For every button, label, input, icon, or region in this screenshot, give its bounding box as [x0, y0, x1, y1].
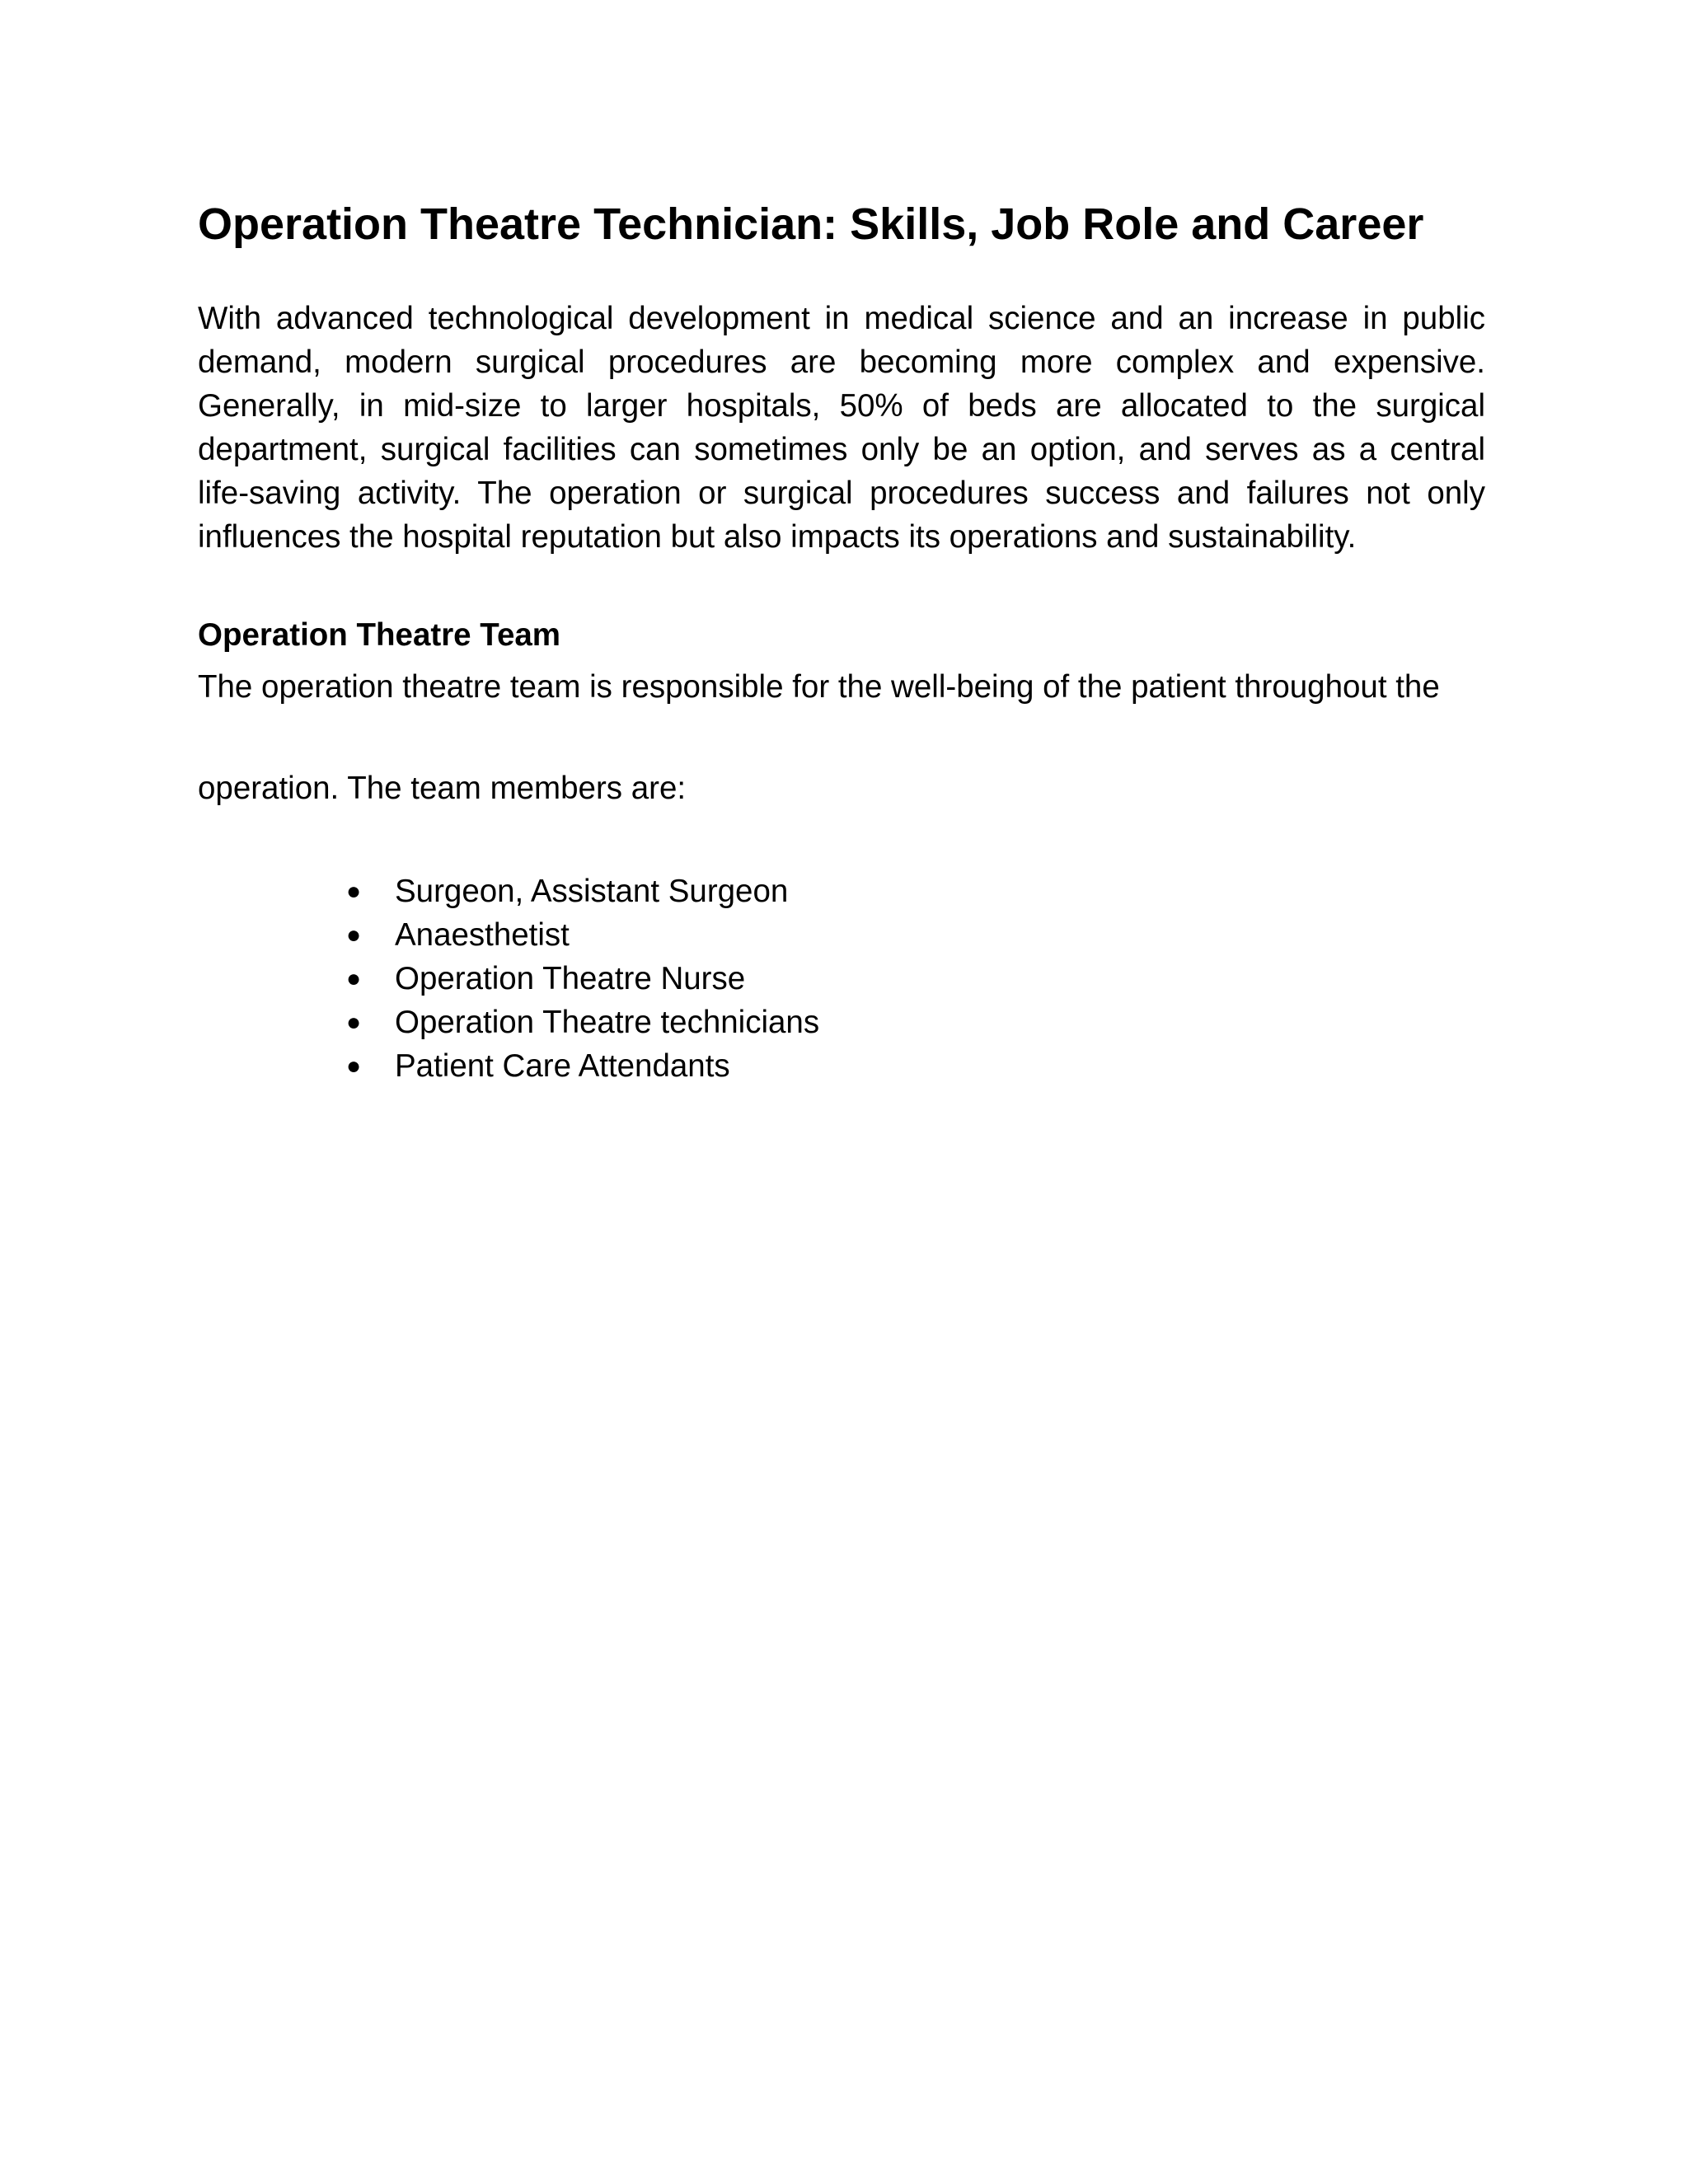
document-title: Operation Theatre Technician: Skills, Job Role and Career: [198, 199, 1424, 249]
list-item: [346, 1001, 1485, 1044]
team-members-list: [198, 869, 1485, 1088]
bullet-icon: ●: [346, 1052, 362, 1080]
list-item: [346, 1044, 1485, 1088]
list-item-text: Operation Theatre Nurse: [395, 961, 746, 996]
list-item: [346, 957, 1485, 1001]
list-item: [346, 869, 1485, 913]
bullet-icon: ●: [346, 1009, 362, 1036]
team-paragraph: The operation theatre team is responsible for the well-being of the patient throughout the: [198, 669, 1440, 705]
team-paragraph-continuation: operation. The team members are:: [198, 771, 687, 806]
intro-paragraph: With advanced technological development in medical science and an increase in public demand, modern surgical procedures are becoming more complex and expensive. Generally, in mid-size to larger hospitals, 50% of beds are allocated to the surgical department, surgical facilities can sometimes only be an option, and serves as a central life-saving activity. The operation or surgical procedures success and failures not only influences the hospital reputation but also impacts its operations and sustainability.: [198, 301, 1485, 555]
list-item-text: Anaesthetist: [395, 917, 570, 953]
list-item: [346, 913, 1485, 957]
bullet-icon: ●: [346, 921, 362, 949]
section-heading: Operation Theatre Team: [198, 617, 561, 653]
list-item-text: Patient Care Attendants: [395, 1048, 730, 1084]
bullet-icon: ●: [346, 965, 362, 992]
bullet-icon: ●: [346, 878, 362, 905]
list-item-text: Operation Theatre technicians: [395, 1005, 820, 1040]
document-body: [198, 191, 1485, 1088]
list-item-text: Surgeon, Assistant Surgeon: [395, 874, 789, 909]
